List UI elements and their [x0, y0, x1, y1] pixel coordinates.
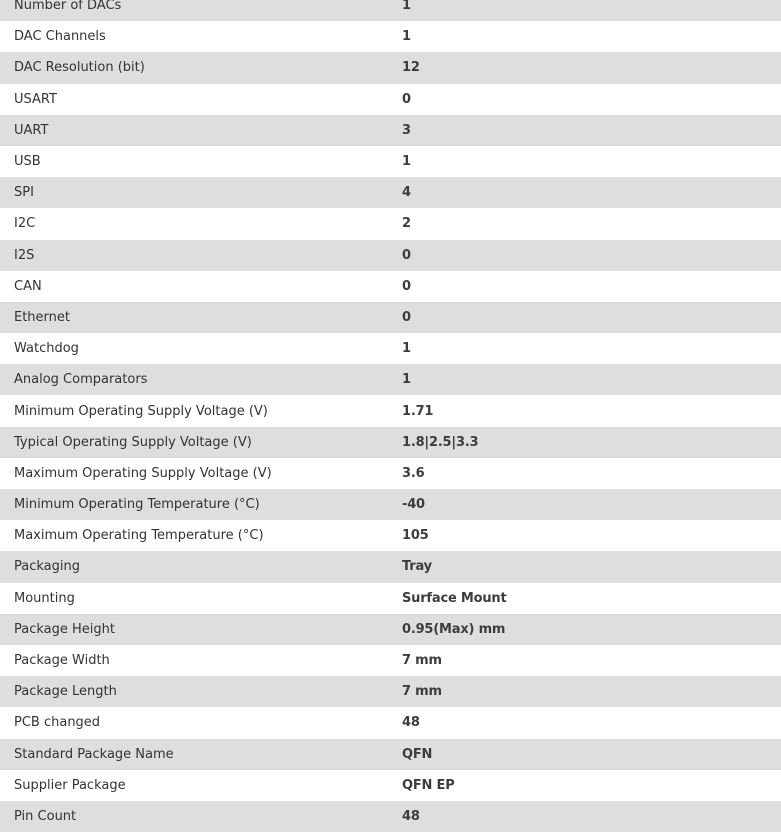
spec-label: DAC Resolution (bit) [14, 60, 145, 76]
spec-label: Minimum Operating Supply Voltage (V) [14, 403, 268, 419]
spec-value: Surface Mount [402, 590, 507, 606]
spec-label: Maximum Operating Temperature (°C) [14, 528, 264, 544]
spec-value: 7 mm [402, 653, 442, 669]
spec-label: Package Length [14, 684, 117, 700]
spec-row-i2c [0, 208, 781, 239]
spec-label: UART [14, 122, 49, 138]
spec-value: 0.95(Max) mm [402, 621, 506, 637]
spec-value: 1 [402, 372, 411, 388]
spec-value: 1 [402, 154, 411, 170]
spec-value: 1 [402, 0, 411, 14]
spec-value: QFN [402, 746, 433, 762]
spec-value: QFN EP [402, 777, 455, 793]
spec-row-usart [0, 84, 781, 115]
spec-value: 0 [402, 91, 411, 107]
spec-value: -40 [402, 497, 425, 513]
spec-value: 7 mm [402, 684, 442, 700]
spec-row-mounting [0, 583, 781, 614]
spec-row-uart [0, 115, 781, 146]
spec-label: Ethernet [14, 309, 70, 325]
spec-row-usb [0, 146, 781, 177]
spec-row-standard-package-name [0, 739, 781, 770]
spec-label: USB [14, 154, 41, 170]
spec-value: 0 [402, 309, 411, 325]
spec-row-i2s [0, 240, 781, 271]
spec-value: 2 [402, 216, 411, 232]
spec-row-pcb-changed [0, 707, 781, 738]
spec-row-packaging [0, 551, 781, 582]
spec-row-analog-comparators [0, 364, 781, 395]
spec-label: Standard Package Name [14, 746, 174, 762]
spec-value: 1.8|2.5|3.3 [402, 434, 479, 450]
spec-value: 1.71 [402, 403, 434, 419]
spec-value: 105 [402, 528, 429, 544]
spec-row-package-height [0, 614, 781, 645]
spec-value: 4 [402, 185, 411, 201]
spec-label: Packaging [14, 559, 80, 575]
spec-row-typ-supply-voltage [0, 427, 781, 458]
spec-label: Typical Operating Supply Voltage (V) [14, 434, 252, 450]
spec-label: Watchdog [14, 341, 79, 357]
spec-row-pin-count [0, 801, 781, 832]
spec-row-spi [0, 177, 781, 208]
spec-label: Package Height [14, 621, 115, 637]
spec-label: Minimum Operating Temperature (°C) [14, 497, 260, 513]
spec-label: Supplier Package [14, 777, 126, 793]
spec-value: 1 [402, 341, 411, 357]
spec-value: 48 [402, 808, 420, 824]
spec-label: CAN [14, 278, 42, 294]
spec-label: Pin Count [14, 808, 77, 824]
spec-value: 3.6 [402, 465, 425, 481]
spec-label: USART [14, 91, 57, 107]
spec-row-supplier-package [0, 770, 781, 801]
spec-label: Package Width [14, 653, 110, 669]
spec-label: I2C [14, 216, 36, 232]
spec-label: SPI [14, 185, 34, 201]
spec-value: Tray [402, 559, 432, 575]
spec-label: Mounting [14, 590, 75, 606]
spec-row-number-of-dacs [0, 0, 781, 21]
spec-label: Number of DACs [14, 0, 122, 14]
spec-row-package-width [0, 645, 781, 676]
spec-row-dac-resolution [0, 52, 781, 83]
spec-row-package-length [0, 676, 781, 707]
spec-row-max-supply-voltage [0, 458, 781, 489]
spec-row-watchdog [0, 333, 781, 364]
spec-value: 0 [402, 247, 411, 263]
spec-value: 12 [402, 60, 420, 76]
spec-label: DAC Channels [14, 29, 106, 45]
spec-label: I2S [14, 247, 35, 263]
spec-row-can [0, 271, 781, 302]
spec-value: 3 [402, 122, 411, 138]
spec-label: Analog Comparators [14, 372, 148, 388]
spec-value: 48 [402, 715, 420, 731]
spec-row-ethernet [0, 302, 781, 333]
spec-label: Maximum Operating Supply Voltage (V) [14, 465, 272, 481]
spec-row-min-supply-voltage [0, 395, 781, 426]
spec-row-max-temperature [0, 520, 781, 551]
spec-value: 1 [402, 29, 411, 45]
spec-row-dac-channels [0, 21, 781, 52]
spec-value: 0 [402, 278, 411, 294]
spec-row-min-temperature [0, 489, 781, 520]
spec-label: PCB changed [14, 715, 101, 731]
